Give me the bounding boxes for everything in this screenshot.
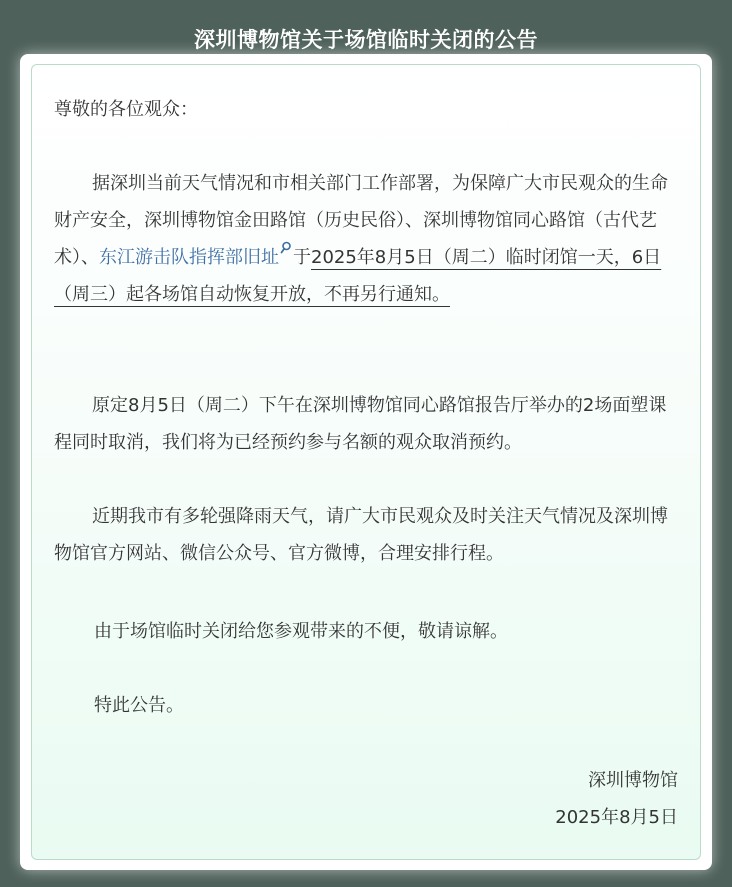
paragraph-weather-advice: 近期我市有多轮强降雨天气，请广大市民观众及时关注天气情况及深圳博物馆官方网站、微信公众号、官方微博，合理安排行程。: [54, 506, 668, 564]
closure-dates: 2025年8月5日（周二）临时闭馆一天，6日（周三）起各场馆自动恢复开放，不再另行通知。: [54, 247, 662, 305]
paragraph-closure: [54, 165, 678, 313]
notice-card: [20, 54, 712, 870]
location-link[interactable]: 东江游击队指挥部旧址: [99, 247, 279, 268]
search-icon[interactable]: [280, 241, 292, 257]
paragraph-closing: 特此公告。: [94, 695, 184, 716]
notice-date: 2025年8月5日: [555, 807, 678, 828]
paragraph-closure-text: 据深圳当前天气情况和市相关部门工作部署，为保障广大市民观众的生命财产安全，深圳博物馆金田路馆（历史民俗）、深圳博物馆同心路馆（古代艺术）、: [54, 173, 668, 268]
page-title: 深圳博物馆关于场馆临时关闭的公告: [194, 28, 538, 52]
notice-card-inner: [31, 64, 701, 860]
paragraph-apology: 由于场馆临时关闭给您参观带来的不便，敬请谅解。: [94, 621, 508, 642]
paragraph-course-cancel: 原定8月5日（周二）下午在深圳博物馆同心路馆报告厅举办的2场面塑课程同时取消，我们将为已经预约参与名额的观众取消预约。: [54, 395, 667, 453]
paragraph-closure-mid: 于: [293, 247, 311, 268]
signature: 深圳博物馆: [588, 770, 678, 791]
greeting: 尊敬的各位观众：: [54, 99, 198, 120]
